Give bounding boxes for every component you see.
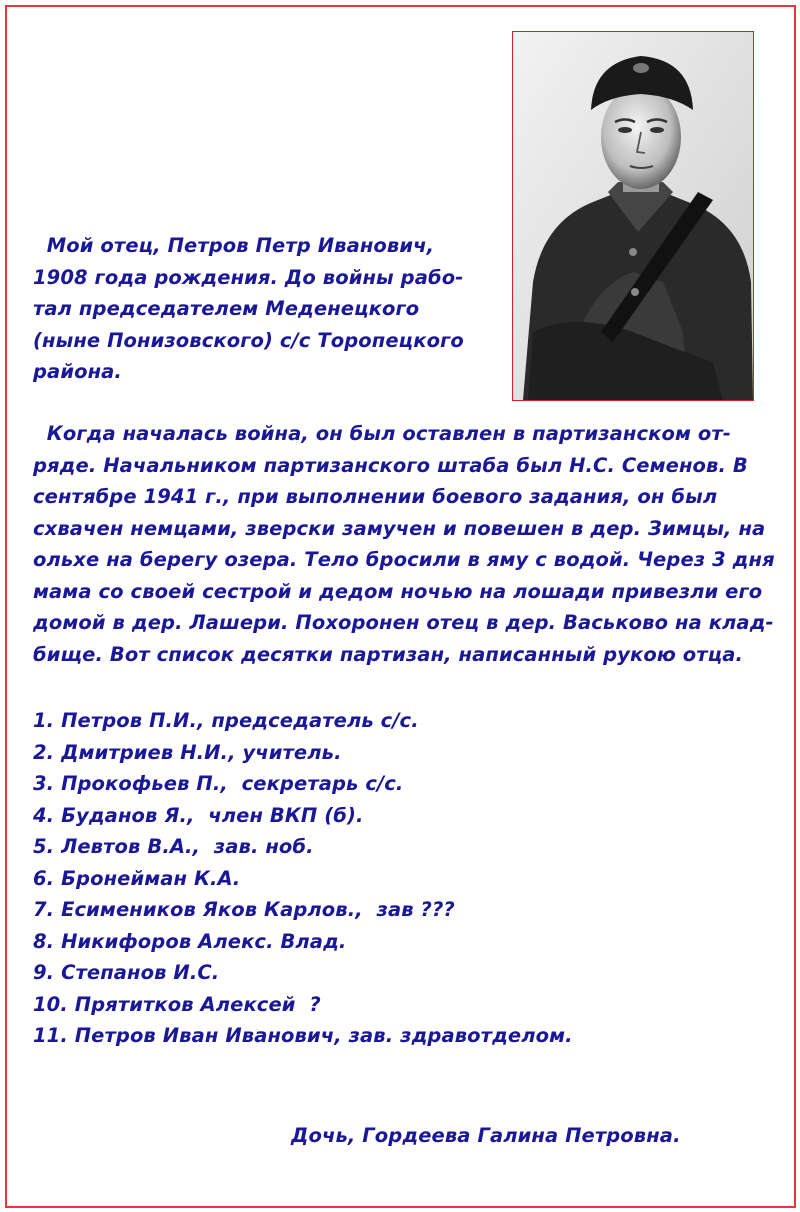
signature: Дочь, Гордеева Галина Петровна. xyxy=(291,1124,681,1147)
text-line: ольхе на берегу озера. Тело бросили в яму с водой. Через 3 дня xyxy=(33,548,775,571)
list-item: 3. Прокофьев П., секретарь с/с. xyxy=(33,772,404,795)
list-item: 6. Бронейман К.А. xyxy=(33,866,241,890)
list-item: 1. Петров П.И., председатель с/с. xyxy=(33,709,419,732)
list-item: 7. Есимеников Яков Карлов., зав ??? xyxy=(33,898,455,921)
text-line: Мой отец, Петров Петр Иванович, xyxy=(33,234,435,257)
text-line: бище. Вот список десятки партизан, написанный рукою отца. xyxy=(33,642,744,666)
text-line: домой в дер. Лашери. Похоронен отец в дер. Васьково на клад- xyxy=(33,611,774,634)
list-item: 2. Дмитриев Н.И., учитель. xyxy=(33,740,342,764)
list-item: 4. Буданов Я., член ВКП (б). xyxy=(33,803,364,827)
text-line: района. xyxy=(33,360,122,383)
list-item: 10. Прятитков Алексей ? xyxy=(33,992,321,1016)
text-line: (ныне Понизовского) с/с Торопецкого xyxy=(33,328,464,352)
list-item: 11. Петров Иван Иванович, зав. здравотделом. xyxy=(33,1024,573,1047)
text-line: Когда началась война, он был оставлен в партизанском от- xyxy=(33,422,731,445)
text-line: сентябре 1941 г., при выполнении боевого задания, он был xyxy=(33,485,718,508)
story-paragraph xyxy=(33,418,783,670)
list-item: 8. Никифоров Алекс. Влад. xyxy=(33,929,347,953)
intro-paragraph xyxy=(33,230,503,388)
portrait-image xyxy=(513,32,753,400)
text-line: схвачен немцами, зверски замучен и повешен в дер. Зимцы, на xyxy=(33,516,766,540)
text-line: тал председателем Меденецкого xyxy=(33,297,420,320)
text-line: мама со своей сестрой и дедом ночью на лошади привезли его xyxy=(33,579,763,603)
portrait-photo xyxy=(512,31,754,401)
text-line: ряде. Начальником партизанского штаба был Н.С. Семенов. В xyxy=(33,453,748,477)
list-item: 5. Левтов В.А., зав. ноб. xyxy=(33,835,314,858)
partisan-list xyxy=(33,705,773,1052)
list-item: 9. Степанов И.С. xyxy=(33,961,220,984)
text-line: 1908 года рождения. До войны рабо- xyxy=(33,265,464,289)
